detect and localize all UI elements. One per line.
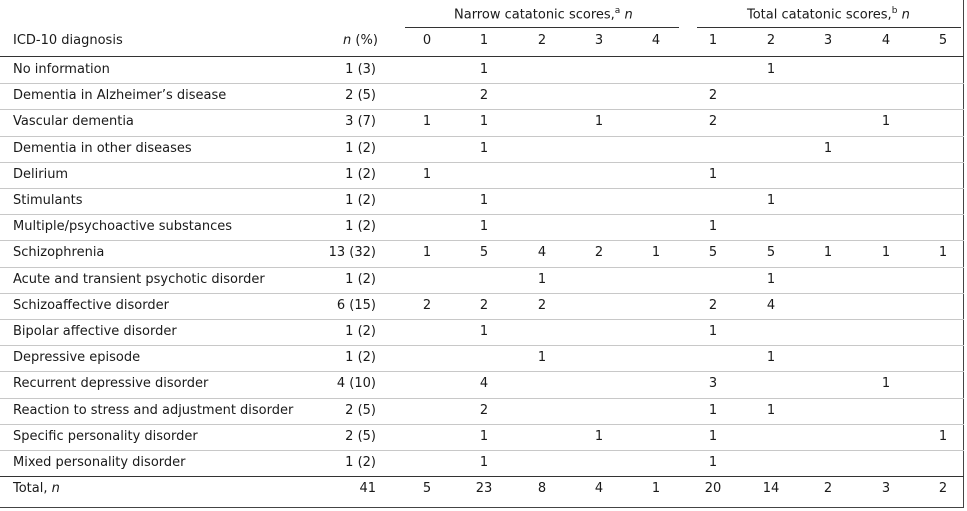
row-n-pct: 1 (2) xyxy=(345,455,376,470)
total-score-cell: 14 xyxy=(762,481,780,497)
total-score-cell: 1 xyxy=(708,428,718,444)
total-score-cell: 2 xyxy=(938,481,948,497)
row-n-pct: 1 (2) xyxy=(345,219,376,235)
narrow-group-rule xyxy=(405,27,679,28)
row-n-pct: 13 (32) xyxy=(328,245,376,261)
row-divider xyxy=(0,83,964,84)
total-score-cell: 5 xyxy=(766,245,776,261)
narrow-score-cell: 1 xyxy=(422,245,432,261)
total-score-header: 5 xyxy=(938,33,948,48)
total-score-cell: 1 xyxy=(881,245,891,261)
narrow-score-cell: 1 xyxy=(422,166,432,182)
total-scores-n: n xyxy=(901,7,910,23)
row-diagnosis: Bipolar affective disorder xyxy=(13,324,177,339)
row-n-pct: 3 (7) xyxy=(345,114,376,130)
row-diagnosis: Schizoaffective disorder xyxy=(13,297,169,313)
row-diagnosis: Recurrent depressive disorder xyxy=(13,376,209,392)
row-divider xyxy=(0,424,964,425)
total-score-cell: 1 xyxy=(708,455,718,470)
narrow-score-header: 3 xyxy=(594,33,604,48)
row-n-pct: 1 (2) xyxy=(345,166,376,182)
narrow-score-cell: 1 xyxy=(479,324,489,339)
narrow-score-cell: 1 xyxy=(651,245,661,261)
row-diagnosis: Total, n xyxy=(13,481,60,497)
total-score-cell: 1 xyxy=(708,402,718,418)
row-diagnosis: Delirium xyxy=(13,166,69,182)
narrow-score-cell: 23 xyxy=(475,481,493,497)
total-score-cell: 4 xyxy=(766,297,776,313)
row-divider xyxy=(0,240,964,241)
row-n-pct: 2 (5) xyxy=(345,88,376,104)
row-diagnosis: Reaction to stress and adjustment disorder xyxy=(13,402,294,418)
total-score-cell: 1 xyxy=(766,271,776,287)
total-scores-label: Total catatonic scores, xyxy=(747,7,892,23)
narrow-score-cell: 1 xyxy=(479,428,489,444)
narrow-score-header: 2 xyxy=(537,33,547,48)
total-score-cell: 1 xyxy=(823,140,833,156)
row-diagnosis: Stimulants xyxy=(13,193,83,208)
row-diagnosis: Vascular dementia xyxy=(13,114,134,130)
narrow-score-cell: 5 xyxy=(422,481,432,497)
narrow-score-cell: 5 xyxy=(479,245,489,261)
total-score-cell: 1 xyxy=(938,245,948,261)
row-n-pct: 1 (2) xyxy=(345,271,376,287)
total-score-cell: 1 xyxy=(708,166,718,182)
row-diagnosis: Acute and transient psychotic disorder xyxy=(13,271,265,287)
row-diagnosis: Schizophrenia xyxy=(13,245,105,261)
row-diagnosis: Dementia in Alzheimer’s disease xyxy=(13,88,227,104)
total-score-cell: 5 xyxy=(708,245,718,261)
total-score-header: 3 xyxy=(823,33,833,48)
total-score-cell: 1 xyxy=(881,376,891,392)
total-score-cell: 1 xyxy=(938,428,948,444)
narrow-score-cell: 1 xyxy=(479,140,489,156)
row-n-pct: 2 (5) xyxy=(345,428,376,444)
narrow-score-cell: 2 xyxy=(594,245,604,261)
total-score-header: 1 xyxy=(708,33,718,48)
row-diagnosis: Specific personality disorder xyxy=(13,428,198,444)
header-diagnosis: ICD-10 diagnosis xyxy=(13,33,123,48)
narrow-score-cell: 1 xyxy=(594,428,604,444)
header-n: n xyxy=(343,33,352,48)
row-divider xyxy=(0,476,964,477)
row-diagnosis: No information xyxy=(13,62,110,77)
total-group-rule xyxy=(697,27,961,28)
narrow-score-cell: 4 xyxy=(537,245,547,261)
narrow-score-cell: 1 xyxy=(479,219,489,235)
narrow-scores-label: Narrow catatonic scores, xyxy=(454,7,615,23)
narrow-score-cell: 2 xyxy=(479,402,489,418)
total-score-cell: 2 xyxy=(708,114,718,130)
row-n-pct: 1 (2) xyxy=(345,140,376,156)
narrow-score-cell: 1 xyxy=(537,350,547,366)
total-score-cell: 3 xyxy=(708,376,718,392)
narrow-score-cell: 1 xyxy=(479,193,489,208)
row-divider xyxy=(0,162,964,163)
row-n-pct: 1 (2) xyxy=(345,324,376,339)
narrow-score-cell: 1 xyxy=(537,271,547,287)
total-score-cell: 1 xyxy=(881,114,891,130)
narrow-score-header: 1 xyxy=(479,33,489,48)
row-n-pct: 6 (15) xyxy=(336,297,376,313)
narrow-score-cell: 1 xyxy=(479,114,489,130)
narrow-score-cell: 4 xyxy=(594,481,604,497)
total-score-cell: 1 xyxy=(766,350,776,366)
row-divider xyxy=(0,293,964,294)
row-divider xyxy=(0,398,964,399)
total-score-cell: 1 xyxy=(766,62,776,77)
narrow-score-cell: 1 xyxy=(594,114,604,130)
narrow-score-cell: 2 xyxy=(479,297,489,313)
row-diagnosis: Depressive episode xyxy=(13,350,141,366)
row-divider xyxy=(0,136,964,137)
row-n-pct: 1 (2) xyxy=(345,193,376,208)
total-scores-title xyxy=(747,6,910,22)
total-score-cell: 3 xyxy=(881,481,891,497)
narrow-score-cell: 8 xyxy=(537,481,547,497)
total-score-header: 4 xyxy=(881,33,891,48)
narrow-score-cell: 1 xyxy=(422,114,432,130)
narrow-scores-footnote: a xyxy=(614,6,621,16)
row-divider xyxy=(0,267,964,268)
row-diagnosis: Multiple/psychoactive substances xyxy=(13,219,232,235)
total-score-cell: 1 xyxy=(708,324,718,339)
row-n-pct: 1 (2) xyxy=(345,350,376,366)
row-n-pct: 2 (5) xyxy=(345,402,376,418)
row-divider xyxy=(0,345,964,346)
narrow-scores-title xyxy=(454,6,633,22)
total-score-cell: 1 xyxy=(823,245,833,261)
narrow-score-header: 4 xyxy=(651,33,661,48)
row-n-pct: 41 xyxy=(359,481,376,497)
row-diagnosis: Mixed personality disorder xyxy=(13,455,186,470)
total-score-cell: 1 xyxy=(766,193,776,208)
narrow-score-cell: 1 xyxy=(479,455,489,470)
row-divider xyxy=(0,214,964,215)
narrow-score-cell: 4 xyxy=(479,376,489,392)
row-divider xyxy=(0,109,964,110)
row-diagnosis-n: n xyxy=(51,481,60,497)
total-score-cell: 2 xyxy=(823,481,833,497)
narrow-score-cell: 2 xyxy=(422,297,432,313)
total-score-header: 2 xyxy=(766,33,776,48)
total-score-cell: 20 xyxy=(704,481,722,497)
total-score-cell: 1 xyxy=(708,219,718,235)
total-score-cell: 2 xyxy=(708,88,718,104)
narrow-score-cell: 1 xyxy=(479,62,489,77)
narrow-score-cell: 2 xyxy=(537,297,547,313)
total-scores-footnote: b xyxy=(891,6,898,16)
row-divider xyxy=(0,371,964,372)
header-rule xyxy=(0,56,964,57)
row-divider xyxy=(0,319,964,320)
narrow-scores-n: n xyxy=(624,7,633,23)
header-n-pct xyxy=(343,33,378,49)
row-n-pct: 1 (3) xyxy=(345,62,376,77)
row-divider xyxy=(0,188,964,189)
narrow-score-cell: 1 xyxy=(651,481,661,497)
header-pct: (%) xyxy=(355,33,378,48)
total-score-cell: 2 xyxy=(708,297,718,313)
row-divider xyxy=(0,450,964,451)
row-diagnosis: Dementia in other diseases xyxy=(13,140,192,156)
row-n-pct: 4 (10) xyxy=(336,376,376,392)
narrow-score-header: 0 xyxy=(422,33,432,48)
narrow-score-cell: 2 xyxy=(479,88,489,104)
total-score-cell: 1 xyxy=(766,402,776,418)
